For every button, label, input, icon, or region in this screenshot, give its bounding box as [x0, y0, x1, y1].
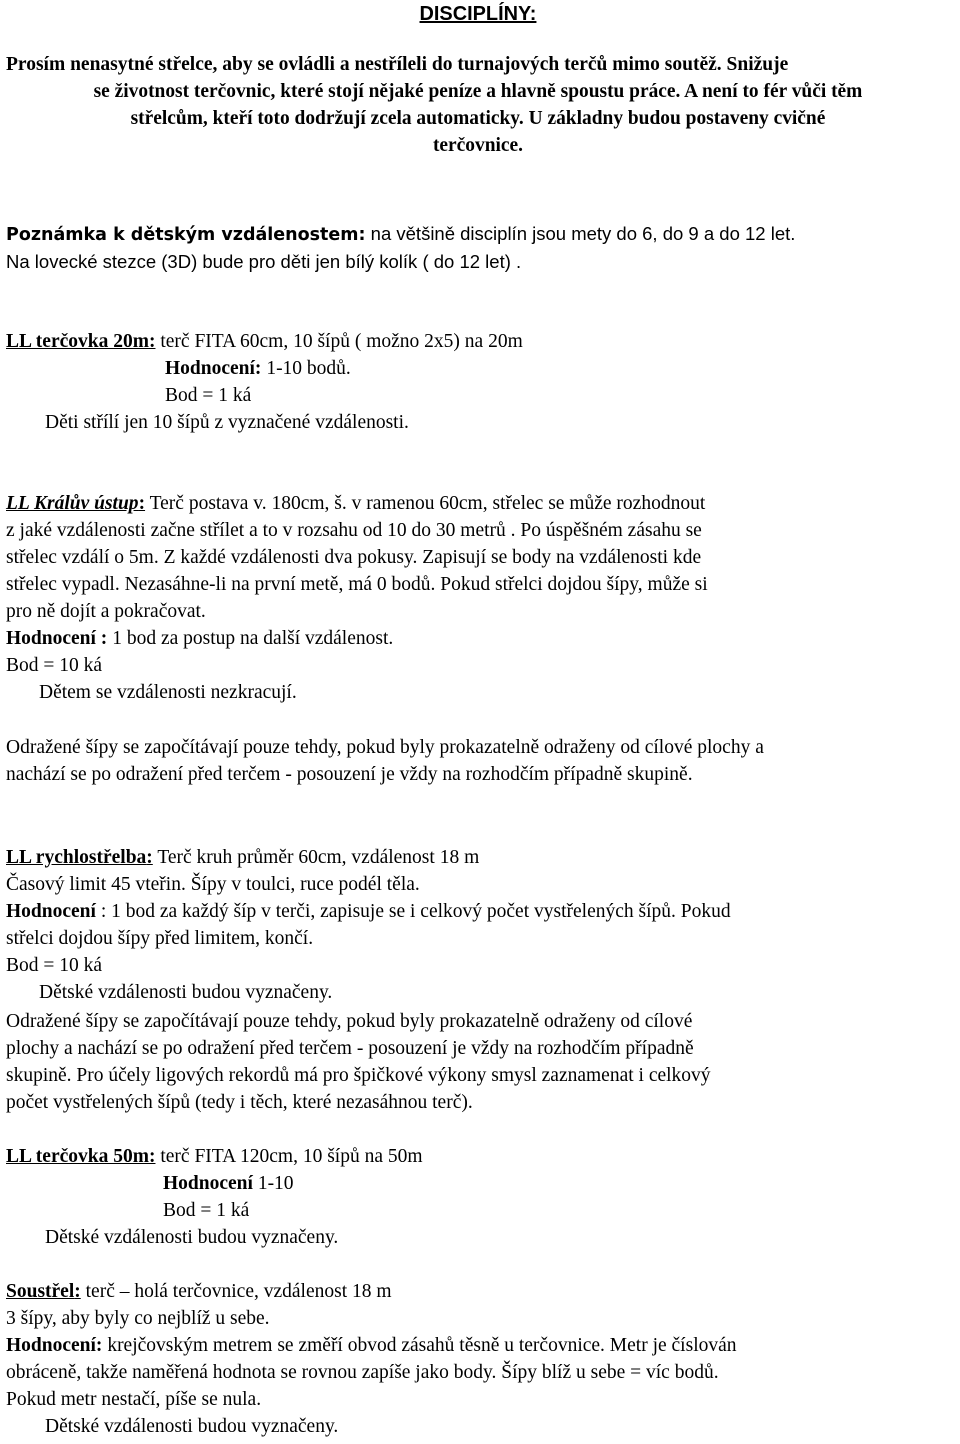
discipline-name: LL terčovka 20m: [6, 331, 149, 352]
discipline-desc: z jaké vzdálenosti začne střílet a to v rozsahu od 10 do 30 metrů . Po úspěšném zásahu se: [6, 520, 702, 541]
note-label: Poznámka k dětským vzdálenostem:: [6, 225, 366, 245]
bounce-rule: počet vystřelených šípů (tedy i těch, které nezasáhnou terč).: [6, 1092, 473, 1113]
note-text: na většině disciplín jsou mety do 6, do 9 a do 12 let.: [365, 223, 796, 244]
discipline-desc: terč – holá terčovnice, vzdálenost 18 m: [80, 1281, 392, 1302]
kids-text: Dětské vzdálenosti budou vyznačeny.: [45, 1227, 339, 1248]
discipline-desc: střelec vypadl. Nezasáhne-li na první metě, má 0 bodů. Pokud střelci dojdou šípy, může si: [6, 574, 708, 595]
colon: :: [74, 1281, 81, 1302]
discipline-desc: terč FITA 60cm, 10 šípů ( možno 2x5) na 20m: [155, 331, 523, 352]
warning-line: terčovnice.: [432, 135, 523, 156]
bounce-rule: plochy a nachází se po odražení před terčem - posouzení je vždy na rozhodčím případně: [6, 1038, 694, 1059]
discipline-desc: 3 šípy, aby byly co nejblíž u sebe.: [6, 1308, 270, 1329]
bounce-rule: Odražené šípy se započítávají pouze tehdy, pokud byly prokazatelně odraženy od cílové plochy a: [6, 737, 764, 758]
score-text: 1-10: [252, 1173, 294, 1194]
score-text: krejčovským metrem se změří obvod zásahů těsně u terčovnice. Metr je číslován: [102, 1335, 737, 1356]
score-text: : 1 bod za každý šíp v terči, zapisuje se i celkový počet vystřelených šípů. Pokud: [95, 901, 731, 922]
discipline-name: Soustřel: [6, 1281, 75, 1302]
colon: :: [146, 847, 153, 868]
discipline-desc: Terč kruh průměr 60cm, vzdálenost 18 m: [152, 847, 480, 868]
bounce-rule: nachází se po odražení před terčem - posouzení je vždy na rozhodčím případně skupině.: [6, 764, 693, 785]
bounce-rule: Odražené šípy se započítávají pouze tehdy, pokud byly prokazatelně odraženy od cílové: [6, 1011, 693, 1032]
warning-line: se životnost terčovnic, které stojí nějaké peníze a hlavně spoustu práce. A není to fér vůči těm: [93, 81, 863, 102]
points-value: Bod = 10 ká: [6, 655, 103, 676]
kids-text: Děti střílí jen 10 šípů z vyznačené vzdálenosti.: [45, 412, 409, 433]
discipline-desc: pro ně dojít a pokračovat.: [6, 601, 206, 622]
score-text: 1 bod za postup na další vzdálenost.: [107, 628, 394, 649]
warning-line: Prosím nenasytné střelce, aby se ovládli a nestříleli do turnajových terčů mimo soutěž. Snižuje: [6, 54, 789, 75]
discipline-desc: střelec vzdálí o 5m. Z každé vzdálenosti dva pokusy. Zapisují se body na vzdálenosti kde: [6, 547, 702, 568]
discipline-name: LL terčovka 50m: [6, 1146, 149, 1167]
score-label: Hodnocení: [163, 1173, 253, 1194]
kids-text: Dětem se vzdálenosti nezkracují.: [39, 682, 297, 703]
warning-line: střelcům, kteří toto dodržují zcela automaticky. U základny budou postaveny cvičné: [130, 108, 826, 129]
colon: :: [148, 331, 156, 352]
kids-text: Dětské vzdálenosti budou vyznačeny.: [39, 982, 333, 1003]
points-value: Bod = 10 ká: [6, 955, 103, 976]
score-label: Hodnocení:: [165, 358, 262, 379]
colon: :: [148, 1146, 156, 1167]
discipline-desc: terč FITA 120cm, 10 šípů na 50m: [155, 1146, 423, 1167]
score-label: Hodnocení: [6, 901, 96, 922]
note-text: Na lovecké stezce (3D) bude pro děti jen bílý kolík ( do 12 let) .: [6, 251, 522, 272]
score-label: Hodnocení:: [6, 1335, 103, 1356]
score-text: 1-10 bodů.: [261, 358, 351, 379]
discipline-name: LL Králův ústup: [6, 493, 139, 514]
score-text: Pokud metr nestačí, píše se nula.: [6, 1389, 262, 1410]
points-value: Bod = 1 ká: [163, 1200, 250, 1221]
discipline-desc: Terč postava v. 180cm, š. v ramenou 60cm, střelec se může rozhodnout: [145, 493, 706, 514]
discipline-name: LL rychlostřelba: [6, 847, 147, 868]
score-text: obráceně, takže naměřená hodnota se rovnou zapíše jako body. Šípy blíž u sebe = víc bodů.: [6, 1362, 719, 1383]
score-text: střelci dojdou šípy před limitem, končí.: [6, 928, 314, 949]
time-limit: Časový limit 45 vteřin. Šípy v toulci, ruce podél těla.: [6, 874, 420, 895]
score-label: Hodnocení :: [6, 628, 108, 649]
kids-text: Dětské vzdálenosti budou vyznačeny.: [45, 1416, 339, 1437]
colon: :: [138, 493, 146, 514]
page-title: DISCIPLÍNY:: [419, 3, 537, 25]
bounce-rule: skupině. Pro účely ligových rekordů má pro špičkové výkony smysl zaznamenat i celkový: [6, 1065, 711, 1086]
points-value: Bod = 1 ká: [165, 385, 252, 406]
